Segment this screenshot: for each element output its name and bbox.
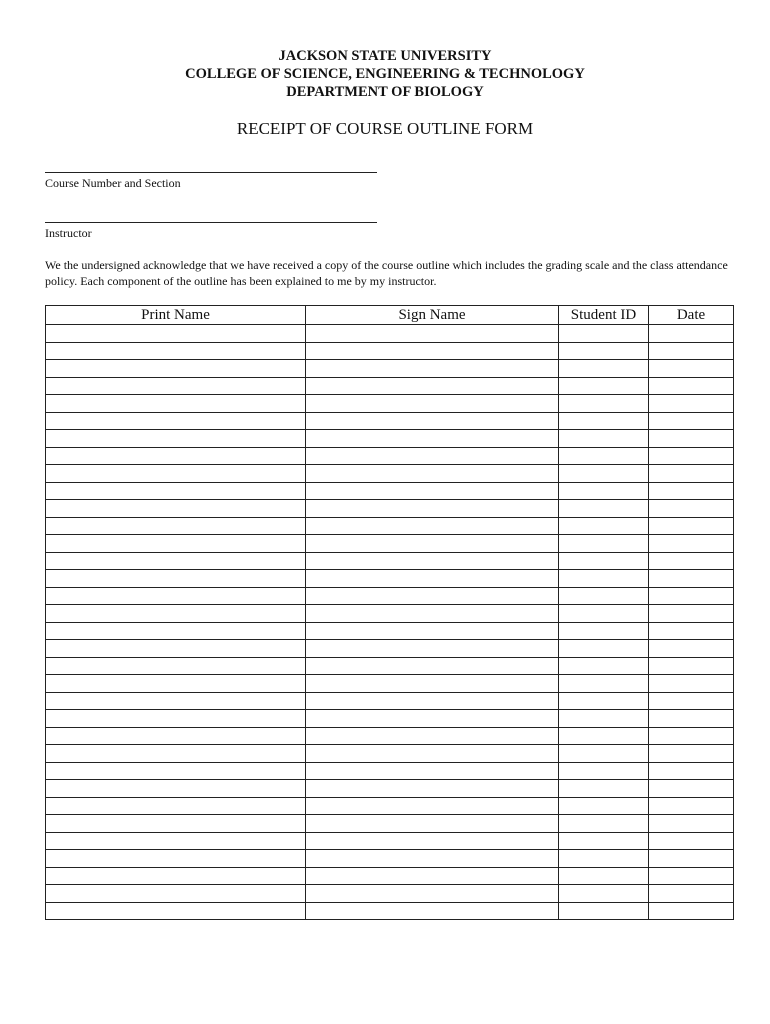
sign-name-cell[interactable] <box>306 447 559 465</box>
instructor-label: Instructor <box>45 226 92 240</box>
table-row <box>46 657 734 675</box>
sign-name-cell[interactable] <box>306 745 559 763</box>
table-row <box>46 762 734 780</box>
date-cell[interactable] <box>649 360 734 378</box>
table-row <box>46 850 734 868</box>
date-cell[interactable] <box>649 885 734 903</box>
sign-name-cell[interactable] <box>306 325 559 343</box>
date-cell[interactable] <box>649 430 734 448</box>
date-cell[interactable] <box>649 500 734 518</box>
date-cell[interactable] <box>649 850 734 868</box>
student-id-cell[interactable] <box>559 342 649 360</box>
table-row <box>46 745 734 763</box>
print-name-cell[interactable] <box>46 412 306 430</box>
date-cell[interactable] <box>649 815 734 833</box>
date-cell[interactable] <box>649 465 734 483</box>
print-name-cell[interactable] <box>46 850 306 868</box>
sign-name-cell[interactable] <box>306 815 559 833</box>
table-row <box>46 465 734 483</box>
table-row <box>46 360 734 378</box>
sign-name-cell[interactable] <box>306 902 559 920</box>
print-name-cell[interactable] <box>46 395 306 413</box>
date-cell[interactable] <box>649 692 734 710</box>
date-cell[interactable] <box>649 675 734 693</box>
acknowledgement-statement: We the undersigned acknowledge that we have received a copy of the course outline which includes the grading scale and the class attendance policy. Each component of the outline has been explained to me by my instructor. <box>45 258 728 288</box>
print-name-cell[interactable] <box>46 762 306 780</box>
student-id-cell[interactable] <box>559 675 649 693</box>
course-number-line[interactable] <box>45 172 377 173</box>
print-name-cell[interactable] <box>46 675 306 693</box>
student-id-cell[interactable] <box>559 552 649 570</box>
print-name-cell[interactable] <box>46 710 306 728</box>
sign-name-cell[interactable] <box>306 517 559 535</box>
date-cell[interactable] <box>649 325 734 343</box>
print-name-cell[interactable] <box>46 447 306 465</box>
student-id-cell[interactable] <box>559 832 649 850</box>
sign-name-cell[interactable] <box>306 885 559 903</box>
sign-name-cell[interactable] <box>306 482 559 500</box>
sign-name-cell[interactable] <box>306 710 559 728</box>
sign-name-cell[interactable] <box>306 797 559 815</box>
date-cell[interactable] <box>649 640 734 658</box>
student-id-cell[interactable] <box>559 570 649 588</box>
sign-name-cell[interactable] <box>306 500 559 518</box>
student-id-cell[interactable] <box>559 780 649 798</box>
print-name-cell[interactable] <box>46 552 306 570</box>
table-row <box>46 640 734 658</box>
student-id-cell[interactable] <box>559 710 649 728</box>
table-row <box>46 710 734 728</box>
table-row <box>46 587 734 605</box>
print-name-cell[interactable] <box>46 325 306 343</box>
date-cell[interactable] <box>649 412 734 430</box>
sign-name-cell[interactable] <box>306 412 559 430</box>
date-cell[interactable] <box>649 342 734 360</box>
date-cell[interactable] <box>649 780 734 798</box>
student-id-cell[interactable] <box>559 745 649 763</box>
sign-name-cell[interactable] <box>306 640 559 658</box>
student-id-cell[interactable] <box>559 325 649 343</box>
form-title: RECEIPT OF COURSE OUTLINE FORM <box>236 119 534 138</box>
student-id-cell[interactable] <box>559 517 649 535</box>
instructor-line[interactable] <box>45 222 377 223</box>
table-row <box>46 447 734 465</box>
print-name-cell[interactable] <box>46 570 306 588</box>
table-row <box>46 430 734 448</box>
date-cell[interactable] <box>649 377 734 395</box>
table-body <box>46 325 734 920</box>
print-name-cell[interactable] <box>46 692 306 710</box>
sign-name-cell[interactable] <box>306 657 559 675</box>
student-id-cell[interactable] <box>559 727 649 745</box>
print-name-cell[interactable] <box>46 360 306 378</box>
date-cell[interactable] <box>649 552 734 570</box>
table-row <box>46 675 734 693</box>
sign-name-cell[interactable] <box>306 377 559 395</box>
date-cell[interactable] <box>649 535 734 553</box>
department-name: DEPARTMENT OF BIOLOGY <box>286 84 484 100</box>
document-header <box>0 47 770 101</box>
table-row <box>46 727 734 745</box>
student-id-cell[interactable] <box>559 797 649 815</box>
column-header-print-name: Print Name <box>46 306 306 325</box>
print-name-cell[interactable] <box>46 430 306 448</box>
table-row <box>46 867 734 885</box>
print-name-cell[interactable] <box>46 342 306 360</box>
table-row <box>46 885 734 903</box>
table-row <box>46 902 734 920</box>
sign-name-cell[interactable] <box>306 867 559 885</box>
column-header-sign-name: Sign Name <box>306 306 559 325</box>
table-row <box>46 482 734 500</box>
student-id-cell[interactable] <box>559 430 649 448</box>
print-name-cell[interactable] <box>46 517 306 535</box>
student-id-cell[interactable] <box>559 815 649 833</box>
sign-name-cell[interactable] <box>306 535 559 553</box>
print-name-cell[interactable] <box>46 727 306 745</box>
date-cell[interactable] <box>649 447 734 465</box>
sign-name-cell[interactable] <box>306 622 559 640</box>
date-cell[interactable] <box>649 482 734 500</box>
sign-name-cell[interactable] <box>306 605 559 623</box>
student-id-cell[interactable] <box>559 885 649 903</box>
print-name-cell[interactable] <box>46 657 306 675</box>
sign-name-cell[interactable] <box>306 395 559 413</box>
table-row <box>46 797 734 815</box>
sign-name-cell[interactable] <box>306 692 559 710</box>
print-name-cell[interactable] <box>46 780 306 798</box>
print-name-cell[interactable] <box>46 587 306 605</box>
table-row <box>46 500 734 518</box>
column-header-student-id: Student ID <box>559 306 649 325</box>
table-row <box>46 692 734 710</box>
table-row <box>46 325 734 343</box>
student-id-cell[interactable] <box>559 465 649 483</box>
student-id-cell[interactable] <box>559 482 649 500</box>
print-name-cell[interactable] <box>46 605 306 623</box>
student-id-cell[interactable] <box>559 622 649 640</box>
print-name-cell[interactable] <box>46 482 306 500</box>
student-id-cell[interactable] <box>559 902 649 920</box>
table-row <box>46 815 734 833</box>
print-name-cell[interactable] <box>46 797 306 815</box>
student-id-cell[interactable] <box>559 412 649 430</box>
table-row <box>46 377 734 395</box>
date-cell[interactable] <box>649 727 734 745</box>
table-row <box>46 570 734 588</box>
student-id-cell[interactable] <box>559 692 649 710</box>
date-cell[interactable] <box>649 762 734 780</box>
date-cell[interactable] <box>649 797 734 815</box>
student-id-cell[interactable] <box>559 657 649 675</box>
sign-name-cell[interactable] <box>306 552 559 570</box>
student-id-cell[interactable] <box>559 360 649 378</box>
course-number-label: Course Number and Section <box>45 176 181 190</box>
sign-name-cell[interactable] <box>306 675 559 693</box>
print-name-cell[interactable] <box>46 832 306 850</box>
table-row <box>46 517 734 535</box>
student-id-cell[interactable] <box>559 500 649 518</box>
student-id-cell[interactable] <box>559 587 649 605</box>
date-cell[interactable] <box>649 902 734 920</box>
student-id-cell[interactable] <box>559 867 649 885</box>
print-name-cell[interactable] <box>46 902 306 920</box>
table-row <box>46 780 734 798</box>
table-row <box>46 622 734 640</box>
sign-name-cell[interactable] <box>306 587 559 605</box>
student-id-cell[interactable] <box>559 640 649 658</box>
sign-name-cell[interactable] <box>306 360 559 378</box>
date-cell[interactable] <box>649 395 734 413</box>
print-name-cell[interactable] <box>46 500 306 518</box>
print-name-cell[interactable] <box>46 622 306 640</box>
sign-name-cell[interactable] <box>306 850 559 868</box>
table-row <box>46 395 734 413</box>
student-id-cell[interactable] <box>559 762 649 780</box>
student-id-cell[interactable] <box>559 377 649 395</box>
student-id-cell[interactable] <box>559 395 649 413</box>
signature-table <box>45 305 734 920</box>
table-row <box>46 342 734 360</box>
print-name-cell[interactable] <box>46 377 306 395</box>
sign-name-cell[interactable] <box>306 430 559 448</box>
sign-name-cell[interactable] <box>306 762 559 780</box>
table-row <box>46 832 734 850</box>
print-name-cell[interactable] <box>46 535 306 553</box>
college-name: COLLEGE OF SCIENCE, ENGINEERING & TECHNOLOGY <box>185 66 585 82</box>
date-cell[interactable] <box>649 745 734 763</box>
student-id-cell[interactable] <box>559 850 649 868</box>
sign-name-cell[interactable] <box>306 570 559 588</box>
date-cell[interactable] <box>649 570 734 588</box>
date-cell[interactable] <box>649 832 734 850</box>
date-cell[interactable] <box>649 867 734 885</box>
print-name-cell[interactable] <box>46 745 306 763</box>
print-name-cell[interactable] <box>46 465 306 483</box>
table-row <box>46 412 734 430</box>
student-id-cell[interactable] <box>559 447 649 465</box>
university-name: JACKSON STATE UNIVERSITY <box>278 48 492 64</box>
date-cell[interactable] <box>649 517 734 535</box>
sign-name-cell[interactable] <box>306 342 559 360</box>
print-name-cell[interactable] <box>46 815 306 833</box>
sign-name-cell[interactable] <box>306 832 559 850</box>
table-row <box>46 552 734 570</box>
print-name-cell[interactable] <box>46 885 306 903</box>
table-row <box>46 605 734 623</box>
student-id-cell[interactable] <box>559 535 649 553</box>
table-row <box>46 535 734 553</box>
print-name-cell[interactable] <box>46 640 306 658</box>
table-header-row <box>46 306 734 325</box>
date-cell[interactable] <box>649 605 734 623</box>
date-cell[interactable] <box>649 657 734 675</box>
date-cell[interactable] <box>649 587 734 605</box>
sign-name-cell[interactable] <box>306 465 559 483</box>
sign-name-cell[interactable] <box>306 727 559 745</box>
student-id-cell[interactable] <box>559 605 649 623</box>
sign-name-cell[interactable] <box>306 780 559 798</box>
print-name-cell[interactable] <box>46 867 306 885</box>
column-header-date: Date <box>649 306 734 325</box>
date-cell[interactable] <box>649 710 734 728</box>
date-cell[interactable] <box>649 622 734 640</box>
